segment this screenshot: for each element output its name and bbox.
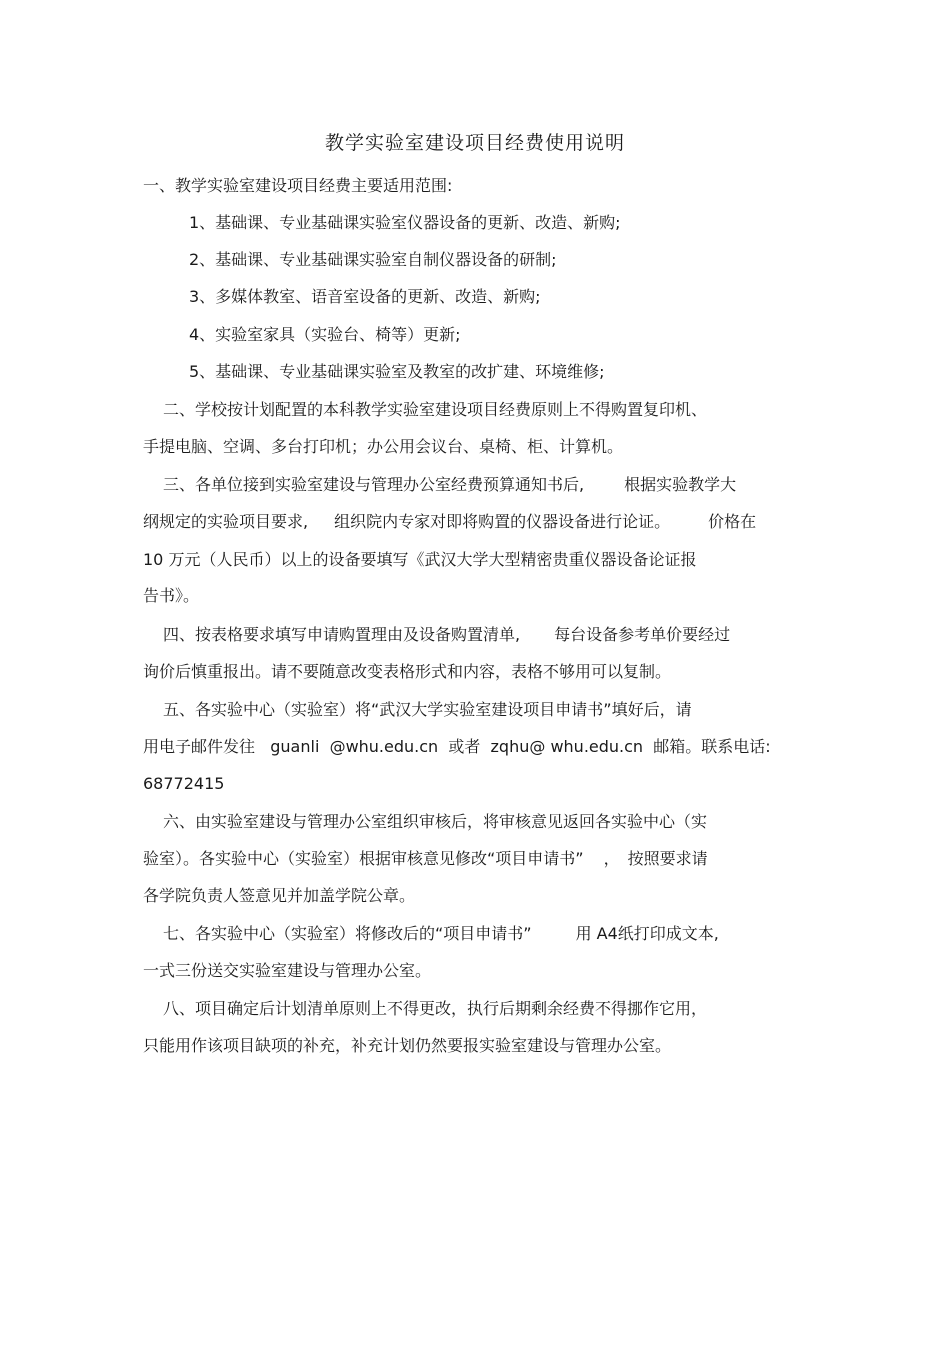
- section-7-line-1: [163, 923, 719, 945]
- section-6-line-3: 各学院负责人签意见并加盖学院公章。: [143, 886, 416, 905]
- section-6-line-2: [143, 848, 708, 870]
- section-4-line-1b: 每台设备参考单价要经过: [554, 625, 731, 644]
- section-8-line-2: 只能用作该项目缺项的补充，补充计划仍然要报实验室建设与管理办公室。: [143, 1036, 672, 1055]
- section-1-heading: 一、教学实验室建设项目经费主要适用范围:: [143, 176, 453, 195]
- section-1-item-4: 4、实验室家具（实验台、椅等）更新;: [189, 325, 461, 344]
- section-6-line-1: 六、由实验室建设与管理办公室组织审核后，将审核意见返回各实验中心（实: [163, 812, 708, 831]
- section-2-line-1: 二、学校按计划配置的本科教学实验室建设项目经费原则上不得购置复印机、: [163, 400, 708, 419]
- section-3-line-3: 10 万元（人民币）以上的设备要填写《武汉大学大型精密贵重仪器设备论证报: [143, 550, 697, 569]
- section-5-line-2: 用电子邮件发往 guanli @whu.edu.cn 或者 zqhu@ whu.edu.cn 邮箱。联系电话:: [143, 737, 771, 756]
- section-6-line-2a: 验室）。各实验中心（实验室）根据审核意见修改“项目申请书”: [143, 849, 584, 868]
- section-1-item-5: 5、基础课、专业基础课实验室及教室的改扩建、环境维修;: [189, 362, 605, 381]
- section-1-item-2: 2、基础课、专业基础课实验室自制仪器设备的研制;: [189, 250, 557, 269]
- section-6-line-2c: 按照要求请: [627, 849, 708, 868]
- section-3-line-4: 告书》。: [143, 586, 200, 605]
- section-4-line-1a: 四、按表格要求填写申请购置理由及设备购置清单,: [163, 625, 521, 644]
- section-1-item-3: 3、多媒体教室、语音室设备的更新、改造、新购;: [189, 287, 541, 306]
- section-3-line-2: [143, 511, 756, 533]
- section-3-line-2c: 价格在: [708, 512, 757, 531]
- section-3-line-1a: 三、各单位接到实验室建设与管理办公室经费预算通知书后,: [163, 475, 585, 494]
- section-6-line-2b: ，: [603, 849, 620, 868]
- section-1-item-1: 1、基础课、专业基础课实验室仪器设备的更新、改造、新购;: [189, 213, 621, 232]
- section-4-line-2: 询价后慎重报出。请不要随意改变表格形式和内容，表格不够用可以复制。: [143, 662, 672, 681]
- section-5-line-1: 五、各实验中心（实验室）将“武汉大学实验室建设项目申请书”填好后，请: [163, 700, 692, 719]
- section-8-line-1: 八、项目确定后计划清单原则上不得更改，执行后期剩余经费不得挪作它用，: [163, 999, 708, 1018]
- section-4-line-1: [163, 624, 730, 646]
- section-3-line-1: [163, 474, 736, 496]
- document-title: 教学实验室建设项目经费使用说明: [324, 132, 625, 154]
- section-2-line-2: 手提电脑、空调、多台打印机；办公用会议台、桌椅、柜、计算机。: [143, 437, 624, 456]
- section-3-line-2a: 纲规定的实验项目要求,: [143, 512, 309, 531]
- section-7-line-1b: 用 A4纸打印成文本,: [575, 924, 719, 943]
- section-7-line-1a: 七、各实验中心（实验室）将修改后的“项目申请书”: [163, 924, 532, 943]
- section-5-phone: 68772415: [143, 774, 225, 793]
- section-7-line-2: 一式三份送交实验室建设与管理办公室。: [143, 961, 432, 980]
- section-3-line-2b: 组织院内专家对即将购置的仪器设备进行论证。: [334, 512, 671, 531]
- section-3-line-1b: 根据实验教学大: [624, 475, 737, 494]
